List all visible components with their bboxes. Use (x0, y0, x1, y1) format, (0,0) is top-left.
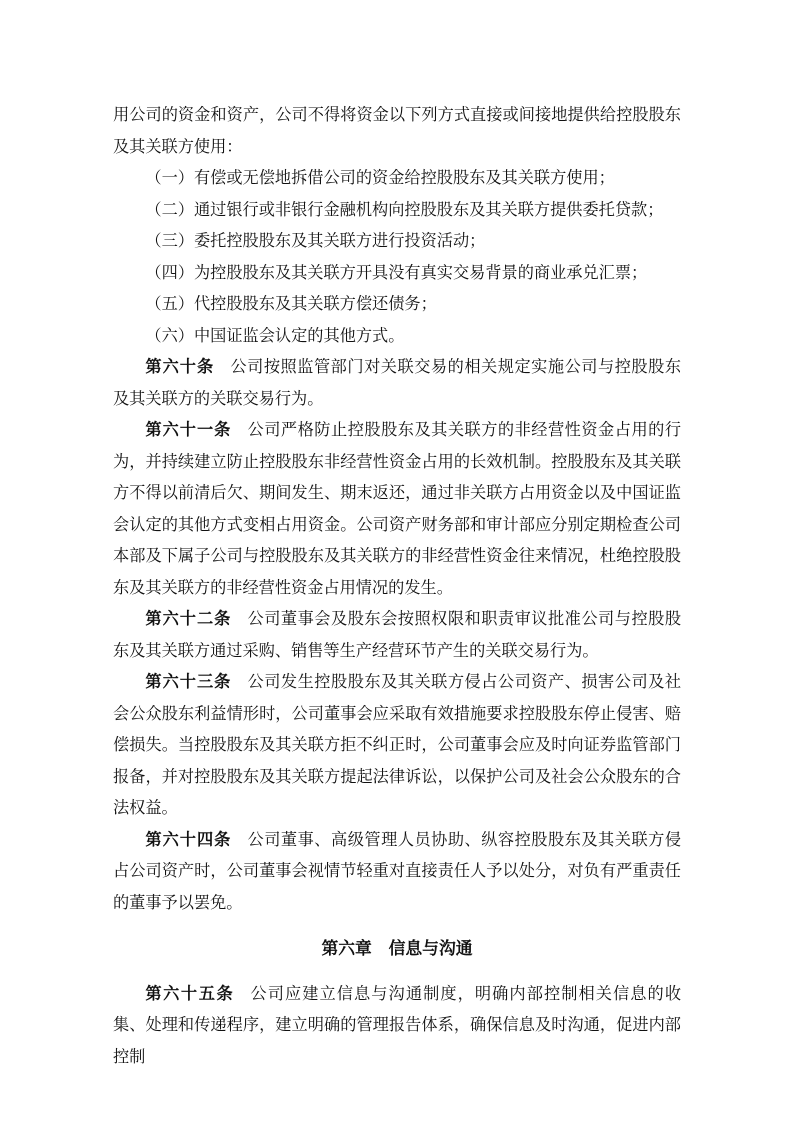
article-paragraph (113, 667, 681, 825)
list-item: （六）中国证监会认定的其他方式。 (145, 326, 405, 345)
article-text: 公司按照监管部门对关联交易的相关规定实施公司与控股股东及其关联方的关联交易行为。 (113, 358, 682, 408)
article-text: 公司董事会及股东会按照权限和职责审议批准公司与控股股东及其关联方通过采购、销售等生产经营环节产生的关联交易行为。 (113, 610, 682, 660)
list-item: （五）代控股股东及其关联方偿还债务； (145, 295, 437, 313)
article-text: 公司应建立信息与沟通制度，明确内部控制相关信息的收集、处理和传递程序，建立明确的管理报告体系，确保信息及时沟通，促进内部控制 (113, 984, 682, 1066)
article-paragraph (113, 979, 681, 1074)
article-paragraph (113, 825, 681, 920)
list-item: （四）为控股股东及其关联方开具没有真实交易背景的商业承兑汇票； (145, 263, 648, 282)
article-paragraph (113, 352, 681, 415)
article-number: 第六十四条 (145, 830, 232, 849)
article-number: 第六十一条 (145, 421, 232, 439)
article-text: 公司发生控股股东及其关联方侵占公司资产、损害公司及社会公众股东利益情形时，公司董事会应采取有效措施要求控股股东停止侵害、赔偿损失。当控股股东及其关联方拒不纠正时，公司董事会应及时向证券监管部门报备，并对控股股东及其关联方提起法律诉讼，以保护公司及社会公众股东的合法权益。 (113, 673, 682, 817)
paragraph-continuation: 用公司的资金和资产，公司不得将资金以下列方式直接或间接地提供给控股股东及其关联方使用： (113, 106, 681, 156)
article-number: 第六十三条 (145, 673, 232, 691)
article-number: 第六十条 (145, 358, 215, 376)
article-text: 公司严格防止控股股东及其关联方的非经营性资金占用的行为，并持续建立防止控股股东非经营性资金占用的长效机制。控股股东及其关联方不得以前清后欠、期间发生、期末返还，通过非关联方占用资金以及中国证监会认定的其他方式变相占用资金。公司资产财务部和审计部应分别定期检查公司本部及下属子公司与控股股东及其关联方的非经营性资金往来情况，杜绝控股股东及其关联方的非经营性资金占用情况的发生。 (113, 421, 682, 597)
article-paragraph (113, 604, 681, 667)
list-item: （二）通过银行或非银行金融机构向控股股东及其关联方提供委托贷款； (145, 200, 664, 219)
article-number: 第六十二条 (145, 610, 232, 628)
list-item: （三）委托控股股东及其关联方进行投资活动； (145, 232, 486, 250)
article-text: 公司董事、高级管理人员协助、纵容控股股东及其关联方侵占公司资产时，公司董事会视情节轻重对直接责任人予以处分，对负有严重责任的董事予以罢免。 (113, 830, 682, 912)
list-item: （一）有偿或无偿地拆借公司的资金给控股股东及其关联方使用； (145, 169, 615, 187)
article-paragraph (113, 415, 681, 604)
chapter-heading: 第六章 信息与沟通 (321, 939, 473, 958)
article-number: 第六十五条 (145, 984, 235, 1003)
